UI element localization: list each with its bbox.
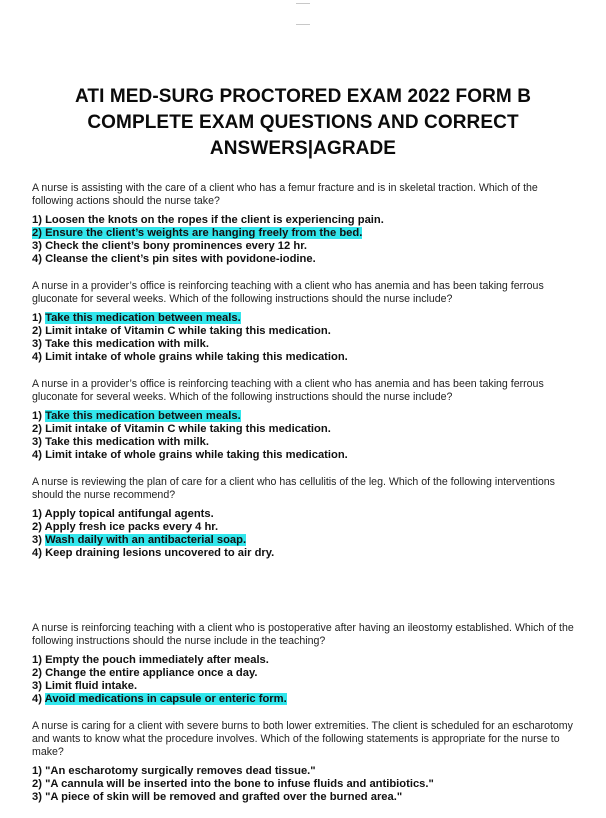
option-number: 2) — [32, 521, 42, 533]
title-line: COMPLETE EXAM QUESTIONS AND CORRECT — [87, 112, 519, 133]
answer-option — [32, 667, 578, 680]
question-block — [32, 280, 578, 364]
option-text: Wash daily with an antibacterial soap. — [45, 534, 247, 546]
answer-option — [32, 423, 578, 436]
option-number: 4) — [32, 547, 42, 559]
answer-option — [32, 253, 578, 266]
option-text: Apply fresh ice packs every 4 hr. — [44, 521, 219, 533]
answer-option — [32, 778, 578, 791]
option-number: 1) — [32, 654, 42, 666]
question-text: A nurse is reviewing the plan of care for a client who has cellulitis of the leg. Which of the following interventions should the nurse recommend? — [32, 476, 555, 501]
option-text: "A cannula will be inserted into the bone to infuse fluids and antibiotics." — [45, 778, 434, 790]
answer-option — [32, 521, 578, 534]
answer-option — [32, 547, 578, 560]
option-text: Keep draining lesions uncovered to air dry. — [45, 547, 275, 559]
answer-option — [32, 240, 578, 253]
question-text: A nurse in a provider’s office is reinforcing teaching with a client who has anemia and has been taking ferrous gluconate for several weeks. Which of the following instructions should the nurse include? — [32, 378, 544, 403]
option-number: 4) — [32, 449, 42, 461]
answer-option — [32, 508, 578, 521]
title-line: ANSWERS|AGRADE — [209, 138, 397, 159]
question-block — [32, 622, 578, 706]
blank-space — [32, 574, 578, 622]
option-number: 2) — [32, 667, 42, 679]
option-number: 3) — [32, 240, 42, 252]
answer-option — [32, 680, 578, 693]
question-text: A nurse is caring for a client with severe burns to both lower extremities. The client is scheduled for an escharotomy and wants to know what the procedure involves. Which of the following statements is appropriate for the nurse to make? — [32, 720, 573, 758]
page-header-marks — [0, 0, 606, 30]
question-block — [32, 182, 578, 266]
answer-option — [32, 436, 578, 449]
option-number: 1) — [32, 508, 42, 520]
option-number: 2) — [32, 227, 42, 239]
document-title — [20, 84, 586, 162]
answer-option-correct — [32, 227, 578, 240]
option-number: 3) — [32, 338, 42, 350]
option-text: Limit fluid intake. — [45, 680, 138, 692]
answer-option — [32, 338, 578, 351]
option-number: 2) — [32, 325, 42, 337]
option-number: 1) — [32, 410, 42, 422]
option-number: 2) — [32, 423, 42, 435]
option-text: Cleanse the client’s pin sites with povidone-iodine. — [45, 253, 316, 265]
option-text: Take this medication between meals. — [45, 312, 241, 324]
option-number: 3) — [32, 436, 42, 448]
option-text: Check the client’s bony prominences every 12 hr. — [45, 240, 308, 252]
option-text: Take this medication between meals. — [45, 410, 241, 422]
question-block — [32, 720, 578, 804]
option-text: Empty the pouch immediately after meals. — [45, 654, 269, 666]
question-list — [32, 182, 578, 818]
header-mark — [296, 3, 310, 4]
option-text: Avoid medications in capsule or enteric form. — [44, 693, 287, 705]
answer-option-correct — [32, 410, 578, 423]
option-number: 4) — [32, 351, 42, 363]
option-text: Take this medication with milk. — [45, 338, 209, 350]
question-text: A nurse in a provider’s office is reinforcing teaching with a client who has anemia and has been taking ferrous gluconate for several weeks. Which of the following instructions should the nurse include? — [32, 280, 544, 305]
answer-option — [32, 765, 578, 778]
option-number: 2) — [32, 778, 42, 790]
option-text: Limit intake of whole grains while taking this medication. — [45, 351, 348, 363]
answer-option-correct — [32, 693, 578, 706]
option-number: 1) — [32, 765, 42, 777]
question-block — [32, 378, 578, 462]
option-text: Loosen the knots on the ropes if the client is experiencing pain. — [45, 214, 384, 226]
option-number: 1) — [32, 312, 42, 324]
answer-option — [32, 449, 578, 462]
option-number: 1) — [32, 214, 42, 226]
answer-option — [32, 654, 578, 667]
question-text: A nurse is assisting with the care of a client who has a femur fracture and is in skeletal traction. Which of the following actions should the nurse take? — [32, 182, 538, 207]
option-text: Ensure the client’s weights are hanging freely from the bed. — [45, 227, 363, 239]
option-text: Limit intake of Vitamin C while taking this medication. — [45, 325, 331, 337]
option-number: 4) — [32, 693, 42, 705]
option-number: 3) — [32, 791, 42, 803]
option-number: 4) — [32, 253, 42, 265]
answer-option — [32, 791, 578, 804]
question-block — [32, 476, 578, 560]
option-number: 3) — [32, 680, 42, 692]
option-text: Limit intake of Vitamin C while taking this medication. — [45, 423, 331, 435]
option-text: Limit intake of whole grains while taking this medication. — [45, 449, 348, 461]
answer-option-correct — [32, 534, 578, 547]
answer-option — [32, 325, 578, 338]
answer-option — [32, 214, 578, 227]
option-text: Change the entire appliance once a day. — [45, 667, 258, 679]
title-line: ATI MED-SURG PROCTORED EXAM 2022 FORM B — [74, 86, 532, 107]
option-text: Take this medication with milk. — [45, 436, 209, 448]
option-number: 3) — [32, 534, 42, 546]
option-text: "An escharotomy surgically removes dead tissue." — [45, 765, 316, 777]
question-text: A nurse is reinforcing teaching with a client who is postoperative after having an ileostomy established. Which of the following instructions should the nurse include in the teaching? — [32, 622, 574, 647]
header-mark — [296, 24, 310, 25]
answer-option-correct — [32, 312, 578, 325]
answer-option — [32, 351, 578, 364]
option-text: "A piece of skin will be removed and grafted over the burned area." — [45, 791, 403, 803]
option-text: Apply topical antifungal agents. — [44, 508, 214, 520]
